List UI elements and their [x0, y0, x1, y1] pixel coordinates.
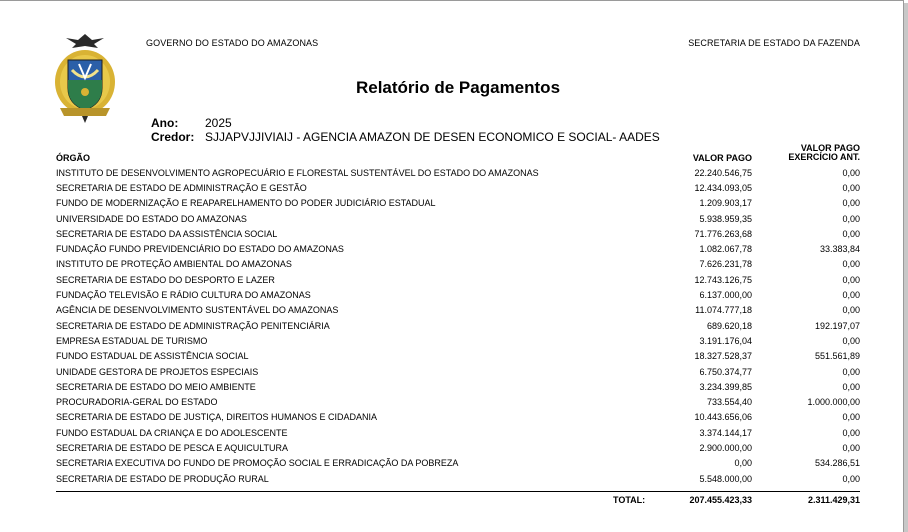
row-exercicio-anterior: 0,00	[842, 335, 860, 346]
table-row	[56, 425, 860, 440]
creditor-value: SJJAPVJJIVIAIJ - AGENCIA AMAZON DE DESEN ECONOMICO E SOCIAL- AADES	[205, 130, 660, 144]
row-orgao: SECRETARIA DE ESTADO DE ADMINISTRAÇÃO PENITENCIÁRIA	[56, 320, 330, 331]
row-valor-pago: 0,00	[734, 458, 752, 469]
row-valor-pago: 11.074.777,18	[695, 305, 752, 316]
row-orgao: INSTITUTO DE DESENVOLVIMENTO AGROPECUÁRIO E FLORESTAL SUSTENTÁVEL DO ESTADO DO AMAZONAS	[56, 167, 539, 178]
meta-year	[151, 116, 232, 130]
row-valor-pago: 1.082.067,78	[699, 244, 752, 255]
table-row	[56, 456, 860, 471]
row-valor-pago: 5.548.000,00	[699, 473, 752, 484]
page-border-top	[0, 0, 903, 1]
table-row	[56, 379, 860, 394]
row-valor-pago: 7.626.231,78	[699, 259, 752, 270]
column-header-orgao: ÓRGÃO	[56, 153, 91, 163]
table-row	[56, 471, 860, 486]
row-exercicio-anterior: 0,00	[842, 274, 860, 285]
table-row	[56, 318, 860, 333]
row-orgao: FUNDAÇÃO FUNDO PREVIDENCIÁRIO DO ESTADO DO AMAZONAS	[56, 244, 344, 255]
table-row	[56, 241, 860, 256]
year-label: Ano:	[151, 116, 179, 130]
row-orgao: AGÊNCIA DE DESENVOLVIMENTO SUSTENTÁVEL DO AMAZONAS	[56, 305, 339, 316]
table-row	[56, 165, 860, 180]
row-valor-pago: 733.554,40	[706, 397, 752, 408]
table-row	[56, 333, 860, 348]
row-orgao: SECRETARIA EXECUTIVA DO FUNDO DE PROMOÇÃO SOCIAL E ERRADICAÇÃO DA POBREZA	[56, 458, 459, 469]
row-exercicio-anterior: 0,00	[842, 305, 860, 316]
header-government: GOVERNO DO ESTADO DO AMAZONAS	[146, 38, 319, 48]
year-value: 2025	[205, 116, 232, 130]
row-exercicio-anterior: 551.561,89	[814, 351, 860, 362]
table-row	[56, 196, 860, 211]
row-exercicio-anterior: 33.383,84	[819, 244, 860, 255]
row-valor-pago: 22.240.546,75	[694, 167, 752, 178]
row-orgao: FUNDO ESTADUAL DA CRIANÇA E DO ADOLESCENTE	[56, 427, 288, 438]
row-orgao: PROCURADORIA-GERAL DO ESTADO	[56, 397, 218, 408]
row-valor-pago: 2.900.000,00	[699, 442, 752, 453]
row-orgao: SECRETARIA DE ESTADO DE ADMINISTRAÇÃO E GESTÃO	[56, 182, 307, 193]
row-orgao: INSTITUTO DE PROTEÇÃO AMBIENTAL DO AMAZONAS	[56, 259, 292, 270]
row-orgao: SECRETARIA DE ESTADO DE PRODUÇÃO RURAL	[56, 473, 269, 484]
total-divider	[56, 491, 860, 492]
table-row	[56, 364, 860, 379]
total-exercicio-anterior: 2.311.429,31	[807, 495, 860, 505]
row-orgao: UNIDADE GESTORA DE PROJETOS ESPECIAIS	[56, 366, 259, 377]
row-orgao: UNIVERSIDADE DO ESTADO DO AMAZONAS	[56, 213, 247, 224]
creditor-label: Credor:	[151, 130, 195, 144]
header-secretariat: SECRETARIA DE ESTADO DA FAZENDA	[688, 38, 860, 48]
row-exercicio-anterior: 0,00	[842, 182, 860, 193]
row-orgao: SECRETARIA DE ESTADO DA ASSISTÊNCIA SOCIAL	[56, 228, 278, 239]
table-row	[56, 287, 860, 302]
report-title: Relatório de Pagamentos	[355, 78, 561, 97]
row-valor-pago: 6.137.000,00	[699, 290, 752, 301]
row-exercicio-anterior: 0,00	[842, 442, 860, 453]
column-header-exercicio-line1: VALOR PAGO	[800, 143, 860, 153]
table-row	[56, 272, 860, 287]
row-valor-pago: 3.374.144,17	[699, 427, 752, 438]
row-exercicio-anterior: 0,00	[842, 198, 860, 209]
row-orgao: FUNDAÇÃO TELEVISÃO E RÁDIO CULTURA DO AMAZONAS	[56, 290, 311, 301]
column-header-valor-pago: VALOR PAGO	[692, 153, 752, 163]
total-valor-pago: 207.455.423,33	[689, 495, 752, 505]
meta-creditor	[151, 130, 660, 144]
row-exercicio-anterior: 0,00	[842, 228, 860, 239]
row-valor-pago: 1.209.903,17	[699, 198, 752, 209]
row-exercicio-anterior: 192.197,07	[814, 320, 860, 331]
row-exercicio-anterior: 0,00	[842, 427, 860, 438]
row-exercicio-anterior: 0,00	[842, 473, 860, 484]
table-row	[56, 257, 860, 272]
row-orgao: SECRETARIA DE ESTADO DE JUSTIÇA, DIREITOS HUMANOS E CIDADANIA	[56, 412, 378, 423]
row-exercicio-anterior: 0,00	[842, 213, 860, 224]
table-row	[56, 349, 860, 364]
row-exercicio-anterior: 0,00	[842, 290, 860, 301]
table-row	[56, 440, 860, 455]
row-valor-pago: 3.234.399,85	[699, 381, 752, 392]
row-orgao: EMPRESA ESTADUAL DE TURISMO	[56, 335, 208, 346]
row-valor-pago: 71.776.263,68	[694, 228, 752, 239]
table-row	[56, 180, 860, 195]
row-exercicio-anterior: 1.000.000,00	[807, 397, 860, 408]
table-row	[56, 410, 860, 425]
row-valor-pago: 12.434.093,05	[694, 182, 752, 193]
column-header-exercicio-anterior	[788, 144, 860, 162]
row-exercicio-anterior: 0,00	[842, 381, 860, 392]
state-crest-icon	[52, 30, 118, 124]
row-exercicio-anterior: 0,00	[842, 259, 860, 270]
row-exercicio-anterior: 0,00	[842, 167, 860, 178]
row-orgao: FUNDO ESTADUAL DE ASSISTÊNCIA SOCIAL	[56, 351, 249, 362]
row-valor-pago: 10.443.656,06	[694, 412, 752, 423]
table-row	[56, 211, 860, 226]
row-orgao: FUNDO DE MODERNIZAÇÃO E REAPARELHAMENTO DO PODER JUDICIÁRIO ESTADUAL	[56, 198, 436, 209]
row-valor-pago: 18.327.528,37	[694, 351, 752, 362]
row-orgao: SECRETARIA DE ESTADO DE PESCA E AQUICULTURA	[56, 442, 289, 453]
payments-table	[56, 165, 860, 486]
row-orgao: SECRETARIA DE ESTADO DO DESPORTO E LAZER	[56, 274, 275, 285]
row-exercicio-anterior: 0,00	[842, 412, 860, 423]
row-valor-pago: 12.743.126,75	[694, 274, 752, 285]
row-valor-pago: 6.750.374,77	[699, 366, 752, 377]
row-valor-pago: 3.191.176,04	[699, 335, 752, 346]
column-header-exercicio-line2: EXERCÍCIO ANT.	[788, 152, 860, 162]
table-row	[56, 303, 860, 318]
row-exercicio-anterior: 0,00	[842, 366, 860, 377]
row-exercicio-anterior: 534.286,51	[814, 458, 860, 469]
total-label: TOTAL:	[613, 495, 646, 505]
row-orgao: SECRETARIA DE ESTADO DO MEIO AMBIENTE	[56, 381, 256, 392]
row-valor-pago: 5.938.959,35	[699, 213, 752, 224]
row-valor-pago: 689.620,18	[706, 320, 752, 331]
table-row	[56, 394, 860, 409]
table-row	[56, 226, 860, 241]
